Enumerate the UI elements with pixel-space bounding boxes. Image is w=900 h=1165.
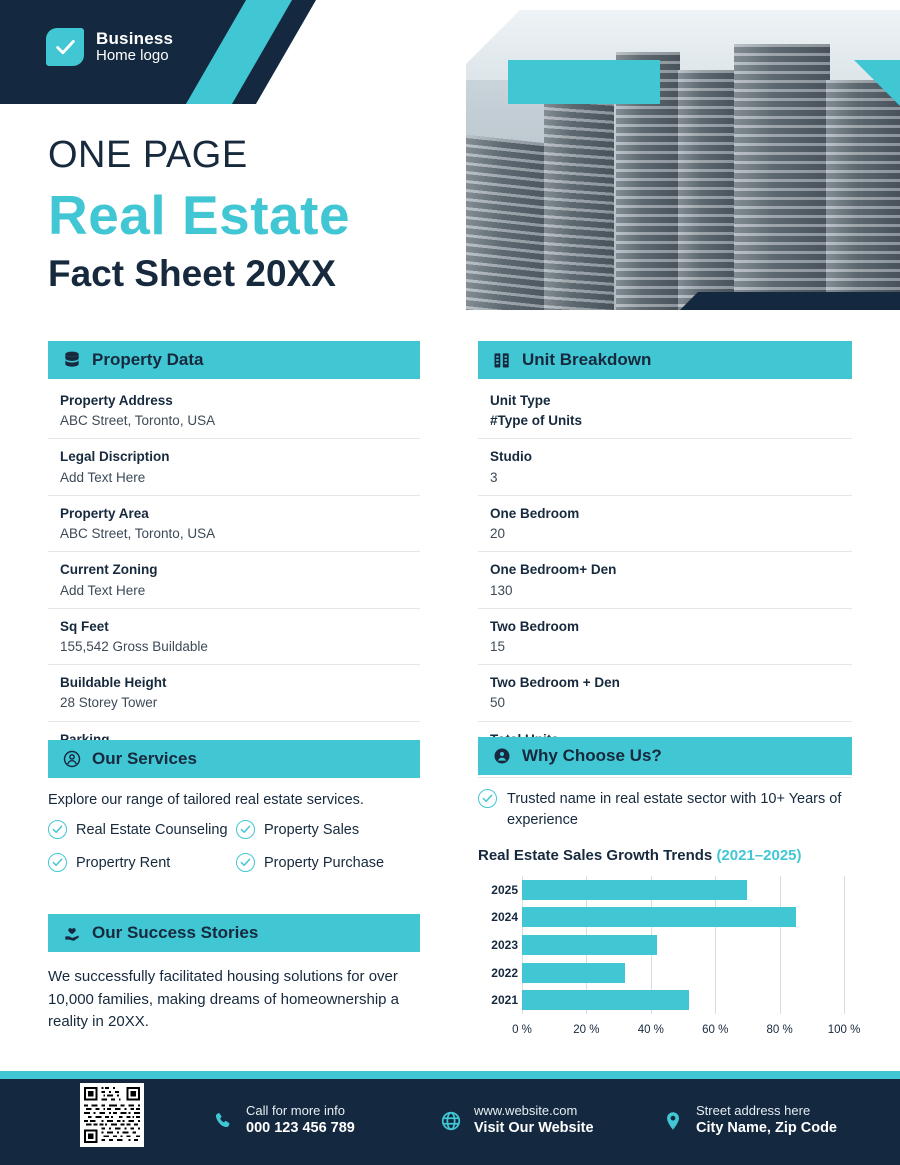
chart-x-tick: 20 % <box>573 1024 600 1037</box>
hero-accent-triangle <box>854 60 900 106</box>
our-services-section <box>48 740 420 872</box>
title-main: Real Estate <box>48 184 351 246</box>
row-key: Studio <box>490 449 532 465</box>
chart-plot-area <box>522 876 844 1014</box>
service-item <box>48 853 232 872</box>
list-item <box>48 665 420 721</box>
list-item <box>478 383 852 439</box>
row-value: Add Text Here <box>60 582 146 598</box>
footer-address[interactable] <box>662 1103 837 1139</box>
row-value: ABC Street, Toronto, USA <box>60 413 216 429</box>
row-value: 15 <box>490 638 506 654</box>
row-key: Legal Discription <box>60 449 170 465</box>
footer-contact-line1: Call for more info <box>246 1102 345 1118</box>
list-item <box>478 496 852 552</box>
success-stories-section <box>48 914 420 1034</box>
footer-website-line2: Visit Our Website <box>474 1120 594 1137</box>
list-item <box>478 552 852 608</box>
row-key: Unit Type <box>490 393 551 408</box>
chart-bar <box>522 990 689 1010</box>
why-choose-text: Trusted name in real estate sector with 10+ Years of experience <box>507 791 842 829</box>
check-circle-icon <box>48 853 67 872</box>
row-value: #Type of Units <box>490 413 583 429</box>
row-key: Two Bedroom + Den <box>490 675 620 691</box>
chart-bar <box>522 880 747 900</box>
check-circle-icon <box>478 789 497 808</box>
row-key: Current Zoning <box>60 562 158 578</box>
row-value: Add Text Here <box>60 469 146 485</box>
success-stories-label: Our Success Stories <box>92 923 259 942</box>
property-data-label: Property Data <box>92 350 204 369</box>
chart-bar <box>522 935 657 955</box>
chart-x-tick: 40 % <box>637 1024 664 1037</box>
success-story-text: We successfully facilitated housing solutions for over 10,000 families, making dreams of homeownership a reality in 20XX. <box>48 968 400 1030</box>
why-choose-label: Why Choose Us? <box>522 746 662 765</box>
hero-building-6 <box>826 80 900 310</box>
chart-bar-fill <box>522 907 796 927</box>
database-icon <box>62 350 82 370</box>
logo-line-1: Business <box>96 29 174 49</box>
chart-y-tick: 2025 <box>491 882 518 897</box>
service-label: Property Purchase <box>264 854 385 871</box>
footer-address-line1: Street address here <box>696 1102 811 1118</box>
chart-title-text: Real Estate Sales Growth Trends <box>478 847 713 865</box>
services-grid <box>48 820 420 872</box>
list-item <box>48 496 420 552</box>
row-value: 50 <box>490 695 506 711</box>
property-data-header <box>48 341 420 379</box>
check-circle-icon <box>236 820 255 839</box>
chart-x-tick: 60 % <box>702 1024 729 1037</box>
chart-x-tick: 100 % <box>827 1024 861 1037</box>
row-value: 28 Storey Tower <box>60 695 158 711</box>
chart-x-tick: 0 % <box>512 1024 532 1037</box>
service-item <box>48 820 232 839</box>
hero-building-4 <box>678 70 736 310</box>
footer-accent-strip <box>0 1071 900 1079</box>
chart-y-tick: 2022 <box>491 965 518 980</box>
location-pin-icon <box>662 1110 684 1132</box>
service-label: Real Estate Counseling <box>76 821 228 838</box>
row-value: 130 <box>490 582 513 598</box>
service-label: Propertry Rent <box>76 854 171 871</box>
chart-bar-fill <box>522 990 689 1010</box>
why-choose-section <box>478 737 861 1037</box>
chart-y-tick: 2021 <box>491 993 518 1008</box>
footer-contact[interactable] <box>212 1103 355 1139</box>
list-item <box>48 609 420 665</box>
why-choose-header <box>478 737 852 775</box>
footer-website[interactable] <box>440 1103 594 1139</box>
chart-y-tick: 2023 <box>491 938 518 953</box>
logo[interactable] <box>46 28 173 66</box>
target-person-icon <box>492 746 512 766</box>
row-value: ABC Street, Toronto, USA <box>60 526 216 542</box>
hero-image <box>466 10 900 310</box>
row-key: Property Address <box>60 393 173 408</box>
service-person-icon <box>62 749 82 769</box>
our-services-label: Our Services <box>92 749 197 768</box>
chart-bar-fill <box>522 963 625 983</box>
success-stories-header <box>48 914 420 952</box>
unit-breakdown-section <box>478 341 852 778</box>
title-eyebrow: ONE PAGE <box>48 134 248 176</box>
qr-code[interactable] <box>80 1083 144 1147</box>
buildings-icon <box>492 350 512 370</box>
list-item <box>48 439 420 495</box>
row-value: 3 <box>490 469 498 485</box>
unit-breakdown-list <box>478 383 852 778</box>
row-key: Sq Feet <box>60 618 109 634</box>
row-value: 155,542 Gross Buildable <box>60 638 208 654</box>
row-value: 20 <box>490 526 506 542</box>
row-key: Buildable Height <box>60 675 167 691</box>
page-title <box>48 134 468 295</box>
list-item <box>478 665 852 721</box>
check-circle-icon <box>48 820 67 839</box>
qr-code-image <box>84 1087 140 1143</box>
hero-corner-cut <box>466 10 522 66</box>
unit-breakdown-label: Unit Breakdown <box>522 350 652 369</box>
chart-title <box>478 847 852 864</box>
check-circle-icon <box>236 853 255 872</box>
list-item <box>478 609 852 665</box>
unit-breakdown-header <box>478 341 852 379</box>
globe-icon <box>440 1110 462 1132</box>
row-key: Property Area <box>60 505 149 521</box>
hero-building-5 <box>734 44 830 310</box>
hero-building-2 <box>544 80 614 310</box>
chart-x-tick: 80 % <box>766 1024 793 1037</box>
hero-bottom-triangle <box>680 292 698 310</box>
property-data-section <box>48 341 420 778</box>
list-item <box>478 439 852 495</box>
hero-accent-block <box>508 60 660 104</box>
our-services-header <box>48 740 420 778</box>
logo-line-2: Home logo <box>96 47 169 65</box>
chart-bar <box>522 963 625 983</box>
footer-address-line2: City Name, Zip Code <box>696 1120 837 1137</box>
chart-bar-fill <box>522 880 747 900</box>
why-choose-bullet <box>478 789 852 831</box>
footer-contact-line2: 000 123 456 789 <box>246 1120 355 1137</box>
list-item <box>48 383 420 439</box>
list-item <box>48 552 420 608</box>
chart-gridline <box>780 876 781 1014</box>
chart-title-years: (2021–2025) <box>716 847 802 865</box>
row-key: One Bedroom <box>490 505 580 521</box>
logo-check-icon <box>46 28 84 66</box>
phone-icon <box>212 1110 234 1132</box>
hand-heart-icon <box>62 923 82 943</box>
chart-y-tick: 2024 <box>491 910 518 925</box>
service-label: Property Sales <box>264 821 360 838</box>
services-intro: Explore our range of tailored real estate services. <box>48 792 364 808</box>
service-item <box>236 820 420 839</box>
row-key: One Bedroom+ Den <box>490 562 617 578</box>
hero-photo <box>466 10 900 310</box>
chart-gridline <box>844 876 845 1014</box>
chart-bar <box>522 907 796 927</box>
sales-growth-chart <box>478 876 861 1037</box>
service-item <box>236 853 420 872</box>
footer-website-line1: www.website.com <box>474 1102 578 1118</box>
title-sub: Fact Sheet 20XX <box>48 253 336 294</box>
property-data-list <box>48 383 420 778</box>
row-key: Two Bedroom <box>490 618 579 634</box>
hero-bottom-bar <box>698 292 900 310</box>
chart-bar-fill <box>522 935 657 955</box>
